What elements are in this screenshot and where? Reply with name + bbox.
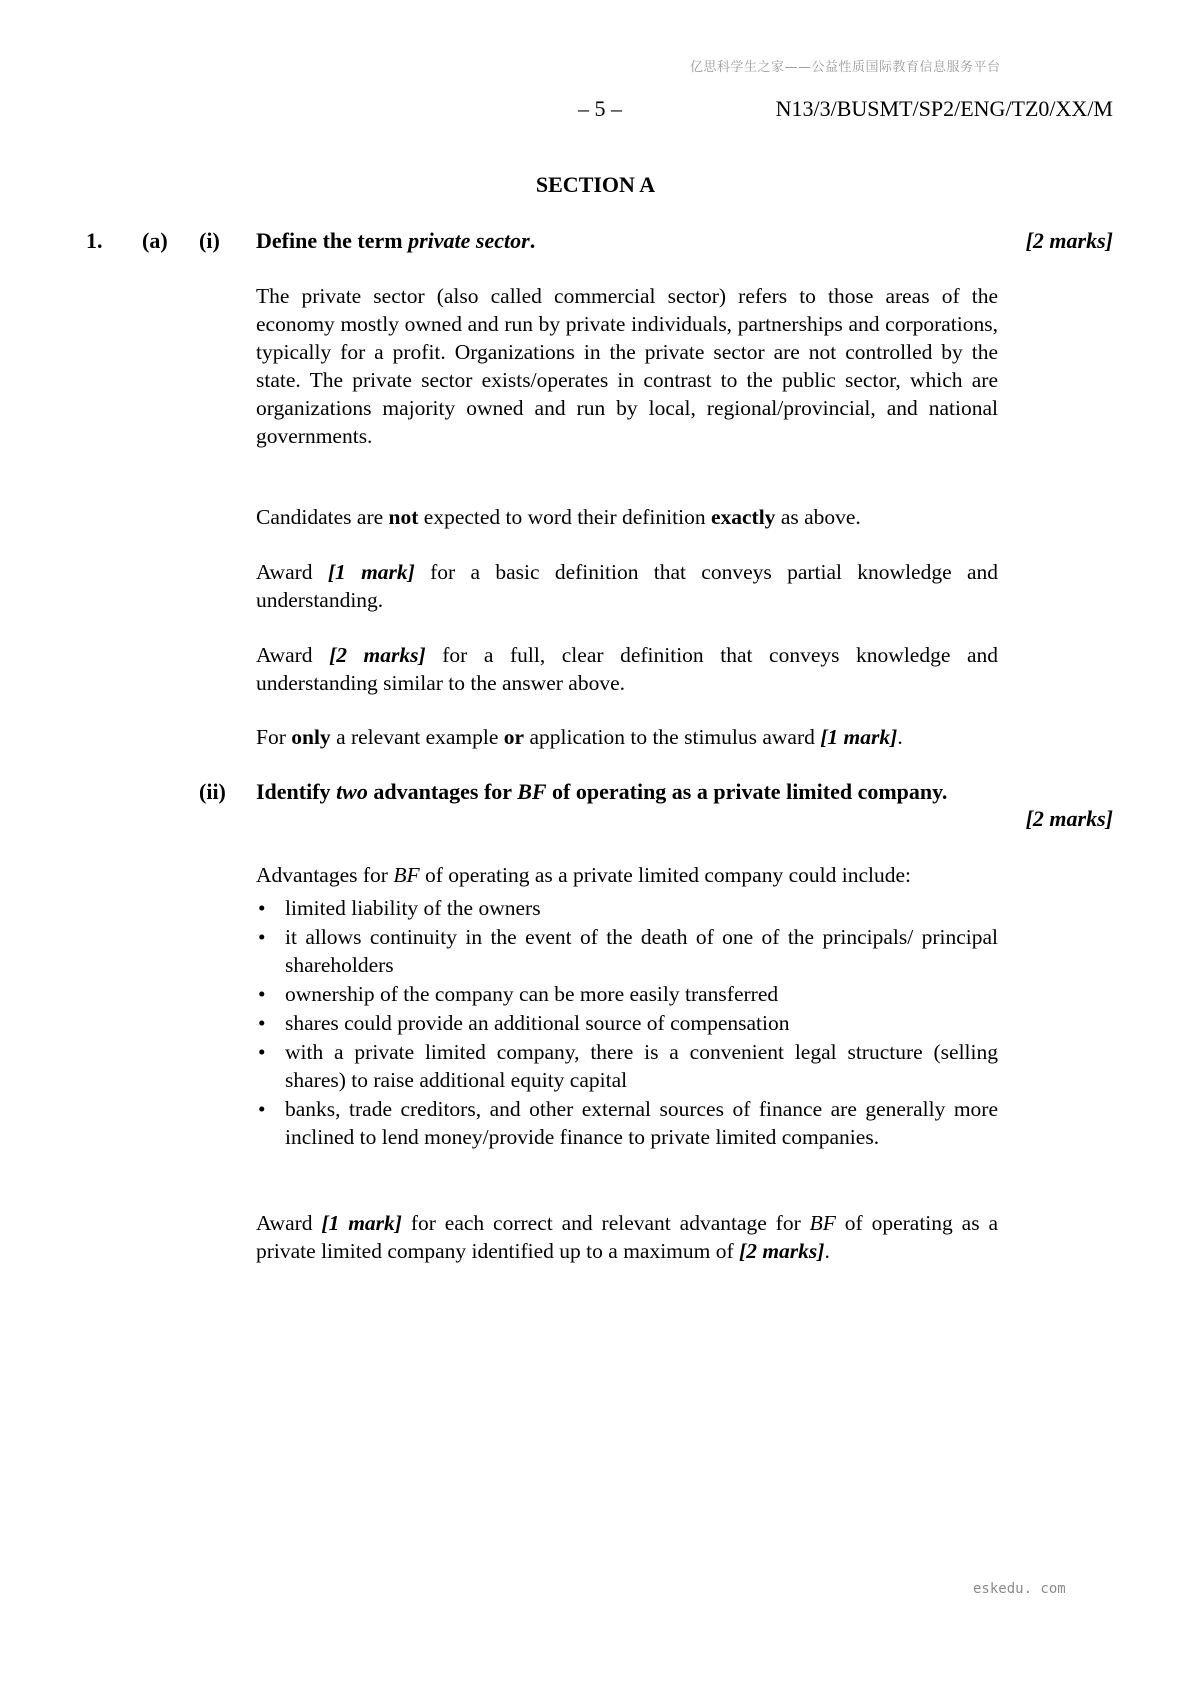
award-basic: Award [1 mark] for a basic definition that conveys partial knowledge and understanding. — [256, 560, 998, 612]
question-part-label: (a) — [142, 228, 168, 253]
award-example: For only a relevant example or application to the stimulus award [1 mark]. — [256, 725, 903, 749]
subpart-i-label: (i) — [199, 228, 220, 253]
list-item: • it allows continuity in the event of the death of one of the principals/ principal shareholders — [256, 923, 998, 979]
section-title: SECTION A — [535, 172, 656, 197]
page-number: – 5 – — [578, 96, 622, 121]
marks-ii: [2 marks] — [1025, 806, 1113, 831]
marks-i: [2 marks] — [1025, 228, 1113, 253]
list-item: • with a private limited company, there is a convenient legal structure (selling shares) to raise additional equity capital — [256, 1038, 998, 1094]
list-item: • ownership of the company can be more easily transferred — [256, 980, 998, 1008]
question-i-text: Define the term private sector. — [256, 228, 536, 253]
reference-code: N13/3/BUSMT/SP2/ENG/TZ0/XX/M — [775, 96, 1113, 121]
question-ii-text: Identify two advantages for BF of operating as a private limited company. — [256, 779, 948, 804]
award-advantages: Award [1 mark] for each correct and relevant advantage for BF of operating as a private limited company identified up to a maximum of [2 marks]. — [256, 1211, 998, 1263]
watermark: 亿思科学生之家——公益性质国际教育信息服务平台 — [690, 60, 1001, 75]
advantages-list — [256, 894, 998, 1152]
award-full: Award [2 marks] for a full, clear definition that conveys knowledge and understanding similar to the answer above. — [256, 643, 998, 695]
answer-definition: The private sector (also called commercial sector) refers to those areas of the economy mostly owned and run by private individuals, partnerships and corporations, typically for a profit. Organizations in the private sector are not controlled by the state. The private sector exists/operates in contrast to the public sector, which are organizations majority owned and run by local, regional/provincial, and national governments. — [256, 284, 998, 448]
subpart-ii-label: (ii) — [199, 779, 226, 804]
list-item: • limited liability of the owners — [256, 894, 998, 922]
list-item: • banks, trade creditors, and other external sources of finance are generally more inclined to lend money/provide finance to private limited companies. — [256, 1095, 998, 1151]
footer-watermark: eskedu. com — [973, 1581, 1066, 1597]
list-item: • shares could provide an additional source of compensation — [256, 1009, 998, 1037]
question-term: private sector — [408, 228, 530, 253]
advantages-intro: Advantages for BF of operating as a private limited company could include: — [256, 863, 911, 887]
question-number: 1. — [86, 228, 103, 253]
marking-note: Candidates are not expected to word their definition exactly as above. — [256, 505, 861, 529]
